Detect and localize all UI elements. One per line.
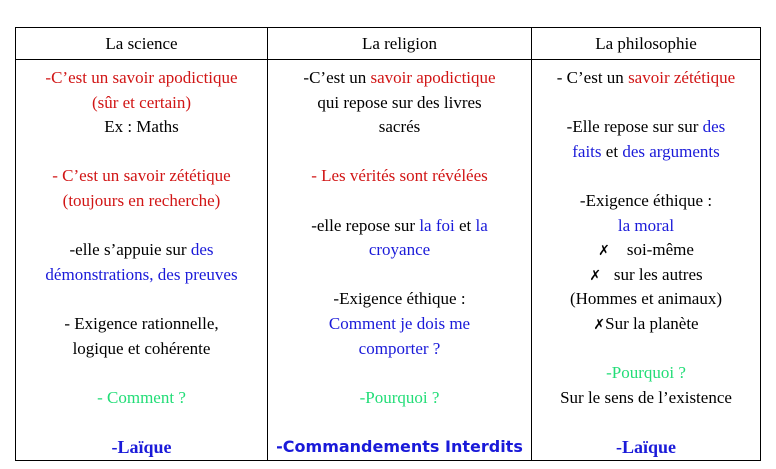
header-science: La science	[105, 34, 178, 53]
text: la	[475, 215, 488, 235]
philosophie-line: -Exigence éthique :	[579, 190, 713, 210]
text: des	[190, 240, 214, 260]
science-line: - Comment ?	[97, 387, 186, 407]
comparison-table	[15, 27, 761, 461]
blank-line	[532, 164, 760, 189]
science-line: (toujours en recherche)	[62, 190, 221, 210]
philosophie-line	[532, 263, 760, 288]
religion-line: -Exigence éthique :	[333, 289, 466, 309]
header-philosophie: La philosophie	[595, 34, 697, 53]
text: des arguments	[622, 141, 720, 161]
text: - C’est un	[52, 166, 124, 186]
text: soi-même	[626, 240, 694, 260]
science-line	[16, 238, 267, 263]
text: des	[702, 117, 726, 137]
philosophie-line: Sur le sens de l’existence	[560, 387, 732, 407]
religion-column	[268, 66, 531, 460]
blank-line	[532, 337, 760, 362]
text: la foi	[419, 215, 455, 235]
philosophie-line: (Hommes et animaux)	[569, 289, 722, 309]
religion-line: sacrés	[378, 117, 421, 137]
text: savoir zététique	[628, 68, 736, 87]
religion-line: -Pourquoi ?	[359, 387, 440, 407]
blank-line	[532, 410, 760, 435]
blank-line	[532, 91, 760, 116]
text: -elle repose sur	[311, 215, 420, 235]
religion-conclusion: -Commandements Interdits	[276, 436, 523, 456]
blank-line	[16, 361, 267, 386]
blank-line	[268, 263, 531, 288]
philosophie-line: -Pourquoi ?	[606, 363, 686, 383]
header-divider	[16, 59, 760, 60]
text: savoir apodictique	[112, 68, 238, 87]
science-line: Ex : Maths	[104, 117, 179, 137]
science-line	[16, 164, 267, 189]
religion-line: - Les vérités sont révélées	[311, 166, 488, 186]
blank-line	[16, 410, 267, 435]
science-line: - Exigence rationnelle,	[64, 313, 219, 333]
philosophie-line	[532, 66, 760, 91]
text: et	[454, 215, 476, 235]
religion-line: qui repose sur des livres	[317, 92, 482, 112]
religion-line	[268, 66, 531, 91]
text: -elle s’appuie sur	[69, 240, 191, 260]
science-line	[16, 66, 267, 91]
philosophie-column	[532, 66, 760, 460]
blank-line	[16, 287, 267, 312]
cross-icon: ✗	[593, 316, 606, 333]
text: sur les autres	[613, 264, 703, 284]
philosophie-line	[532, 140, 760, 165]
header-religion: La religion	[361, 34, 438, 53]
religion-line: comporter ?	[358, 338, 441, 358]
philosophie-line: la moral	[617, 215, 675, 235]
philosophie-line	[532, 312, 760, 337]
text: savoir zététique	[123, 166, 231, 186]
text: et	[601, 141, 623, 161]
text: -Elle repose sur sur	[566, 117, 703, 137]
cross-icon: ✗	[589, 267, 602, 284]
cross-icon: ✗	[598, 243, 610, 260]
blank-line	[16, 140, 267, 165]
philosophie-line	[532, 238, 760, 263]
religion-line	[268, 214, 531, 239]
blank-line	[268, 361, 531, 386]
philosophie-line	[532, 115, 760, 140]
science-conclusion: -Laïque	[111, 436, 172, 457]
science-line: (sûr et certain)	[91, 92, 192, 112]
blank-line	[268, 140, 531, 165]
blank-line	[268, 410, 531, 435]
science-line: démonstrations, des preuves	[45, 264, 238, 284]
blank-line	[268, 189, 531, 214]
text: savoir apodictique	[370, 68, 496, 87]
text: Sur la planète	[605, 313, 699, 333]
blank-line	[16, 214, 267, 239]
religion-line: croyance	[368, 240, 431, 260]
text: - C’est un	[556, 68, 629, 87]
science-line: logique et cohérente	[72, 338, 211, 358]
philosophie-conclusion: -Laïque	[615, 436, 676, 457]
text: -C’est un	[303, 68, 371, 87]
text: faits	[572, 141, 602, 161]
science-column	[16, 66, 267, 460]
religion-line: Comment je dois me	[328, 313, 471, 333]
text: -C’est un	[45, 68, 113, 87]
